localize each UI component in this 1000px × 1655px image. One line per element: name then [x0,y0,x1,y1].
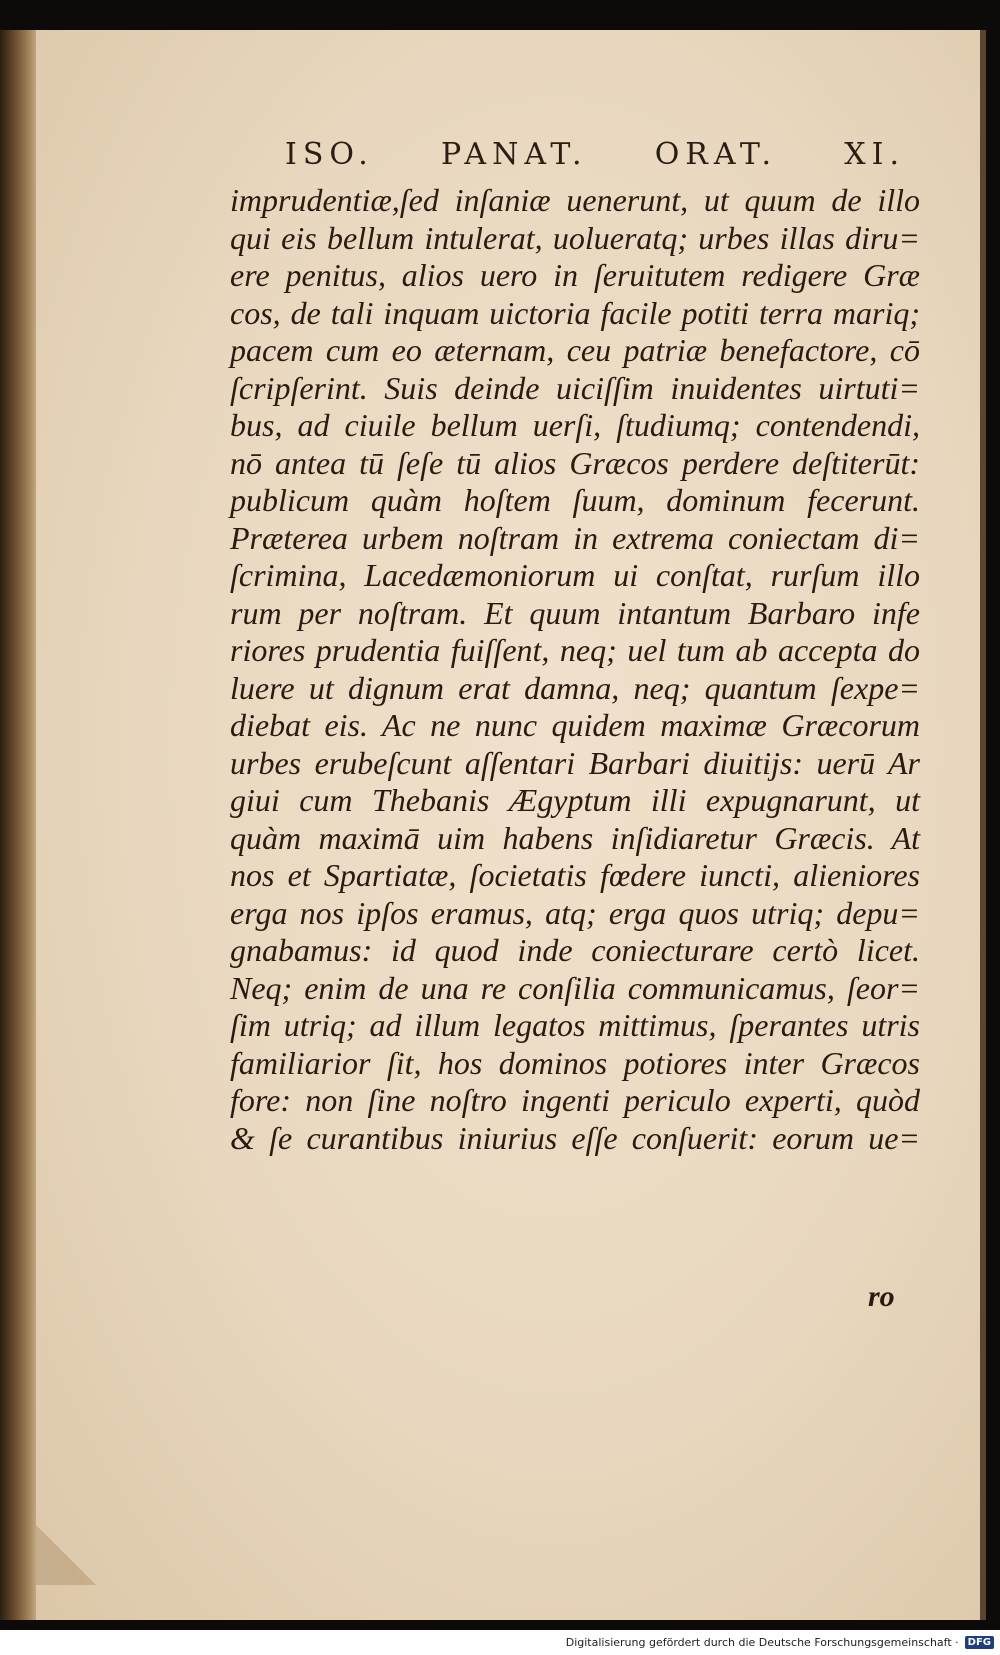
running-head-right-b: XI. [844,136,905,172]
text-line: quàm maximā uim habens inſidiaretur Græcis. At [230,819,920,856]
text-line: giui cum Thebanis Ægyptum illi expugnarunt, ut [230,782,920,818]
body-text [230,182,920,1157]
text-line: gnabamus: id quod inde coniecturare certò licet. [230,932,920,968]
running-head-left: ISO. [285,136,374,172]
running-head [285,134,905,174]
text-line: publicum quàm hoſtem ſuum, dominum fecerunt. [230,482,920,518]
text-line: pacem cum eo æternam, ceu patriæ benefactore, cō [230,332,920,368]
text-line: ſim utriq; ad illum legatos mittimus, ſperantes utris [230,1007,920,1043]
text-line: ſcripſerint. Suis deinde uiciſſim inuidentes uirtuti= [230,369,920,406]
text-line: luere ut dignum erat damna, neq; quantum ſexpe= [230,669,920,706]
catchword: ro [868,1280,895,1313]
footer-credit: Digitalisierung gefördert durch die Deutsche Forschungsgemeinschaft · [565,1636,959,1649]
page-corner [36,1525,96,1585]
text-line: nō antea tū ſeſe tū alios Græcos perdere deſtiterūt: [230,444,920,481]
text-line: diebat eis. Ac ne nunc quidem maximæ Græcorum [230,707,920,743]
text-line: nos et Spartiatæ, ſocietatis fœdere iuncti, alieniores [230,857,920,893]
text-line: cos, de tali inquam uictoria facile potiti terra mariq; [230,294,920,331]
text-line: ſcrimina, Lacedæmoniorum ui conſtat, rurſum illo [230,557,920,593]
text-line: erga nos ipſos eramus, atq; erga quos utriq; depu= [230,894,920,931]
text-line: & ſe curantibus iniurius eſſe conſuerit: eorum ue= [230,1119,920,1156]
text-line: imprudentiæ,ſed inſaniæ uenerunt, ut quum de illo [230,182,920,218]
text-line: Præterea urbem noſtram in extrema coniectam di= [230,519,920,556]
text-line: familiarior ſit, hos dominos potiores inter Græcos [230,1044,920,1081]
text-line: qui eis bellum intulerat, uolueratq; urbes illas diru= [230,219,920,256]
text-line: Neq; enim de una re conſilia communicamus, ſeor= [230,969,920,1006]
dfg-logo: DFG [965,1636,994,1649]
text-line: rum per noſtram. Et quum intantum Barbaro infe [230,594,920,631]
text-line: ere penitus, alios uero in ſeruitutem redigere Græ [230,257,920,293]
digitization-footer [0,1630,1000,1655]
running-head-center: PANAT. [440,136,588,172]
book-spine [0,30,38,1620]
text-line: fore: non ſine noſtro ingenti periculo experti, quòd [230,1082,920,1118]
text-line: bus, ad ciuile bellum uerſi, ſtudiumq; contendendi, [230,407,920,443]
text-line: riores prudentia fuiſſent, neq; uel tum ab accepta do [230,632,920,668]
text-line: urbes erubeſcunt aſſentari Barbari diuitijs: uerū Ar [230,744,920,781]
running-head-right-a: ORAT. [654,136,778,172]
